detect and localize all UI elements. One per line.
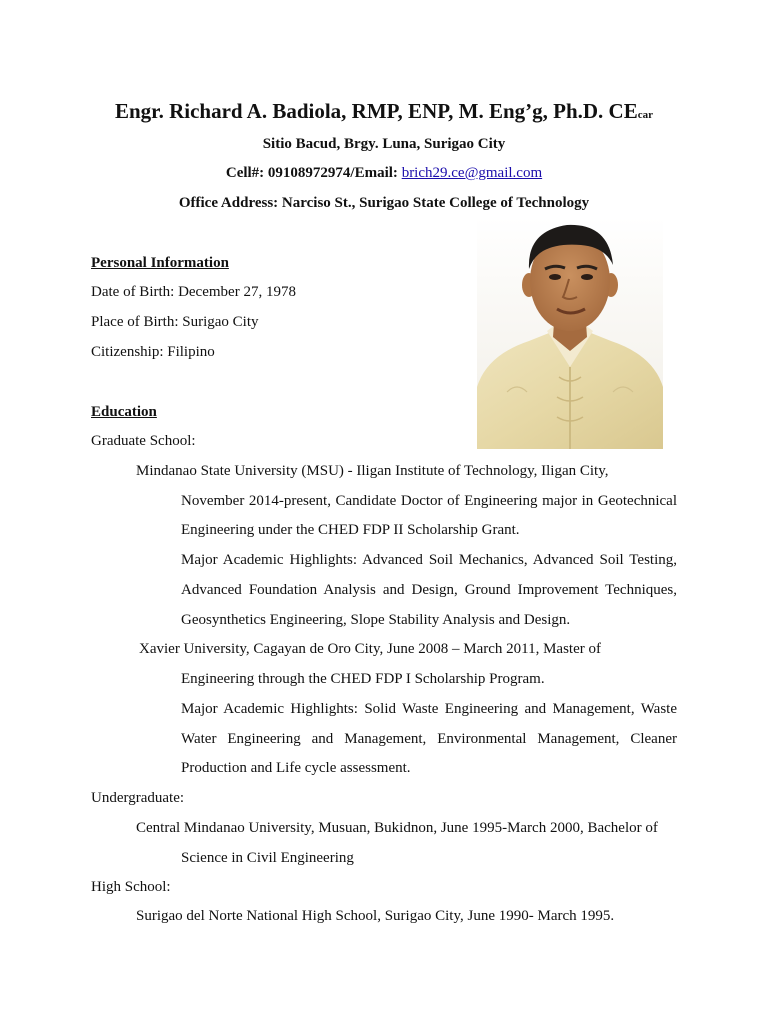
msu-highlights: Geosynthetics Engineering, Slope Stability Analysis and Design. [181, 612, 571, 628]
place-of-birth: Place of Birth: Surigao City [91, 314, 259, 330]
education-heading: Education [91, 404, 157, 420]
portrait-photo-icon [477, 217, 663, 449]
portrait-photo [477, 217, 663, 449]
citizenship: Citizenship: Filipino [91, 344, 215, 360]
high-school-label: High School: [91, 879, 171, 895]
name-subscript: car [637, 109, 653, 121]
email-link[interactable]: brich29.ce@gmail.com [401, 165, 543, 181]
undergraduate-label: Undergraduate: [91, 790, 185, 806]
xu-highlights: Production and Life cycle assessment. [181, 760, 411, 776]
graduate-school-label: Graduate School: [91, 433, 196, 449]
xu-highlights: Major Academic Highlights: Solid Waste Engineering and Management, Waste [181, 701, 677, 717]
msu-detail: Engineering under the CHED FDP II Scholarship Grant. [181, 522, 520, 538]
msu-highlights: Advanced Foundation Analysis and Design, Ground Improvement Techniques, [181, 582, 677, 598]
msu-detail: November 2014-present, Candidate Doctor of Engineering major in Geotechnical [181, 493, 677, 509]
msu-highlights: Major Academic Highlights: Advanced Soil Mechanics, Advanced Soil Testing, [181, 552, 677, 568]
office-address: Office Address: Narciso St., Surigao State College of Technology [178, 195, 590, 211]
xu-detail: Engineering through the CHED FDP I Scholarship Program. [181, 671, 545, 687]
page-title [0, 98, 768, 128]
name-text: Engr. Richard A. Badiola, RMP, ENP, M. Eng’g, Ph.D. CE [114, 99, 638, 123]
contact-prefix: Cell#: 09108972974/Email: [225, 165, 398, 181]
contact-line [0, 164, 768, 182]
date-of-birth: Date of Birth: December 27, 1978 [91, 284, 296, 300]
xu-entry: Xavier University, Cagayan de Oro City, June 2008 – March 2011, Master of [139, 641, 601, 657]
xu-highlights: Water Engineering and Management, Environmental Management, Cleaner [181, 731, 677, 747]
cmu-entry: Central Mindanao University, Musuan, Bukidnon, June 1995-March 2000, Bachelor of [136, 820, 658, 836]
high-school-entry: Surigao del Norte National High School, Surigao City, June 1990- March 1995. [136, 908, 615, 924]
msu-entry: Mindanao State University (MSU) - Iligan Institute of Technology, Iligan City, [136, 463, 609, 479]
cmu-detail: Science in Civil Engineering [181, 850, 354, 866]
home-address: Sitio Bacud, Brgy. Luna, Surigao City [262, 136, 506, 152]
personal-info-heading: Personal Information [91, 255, 229, 271]
